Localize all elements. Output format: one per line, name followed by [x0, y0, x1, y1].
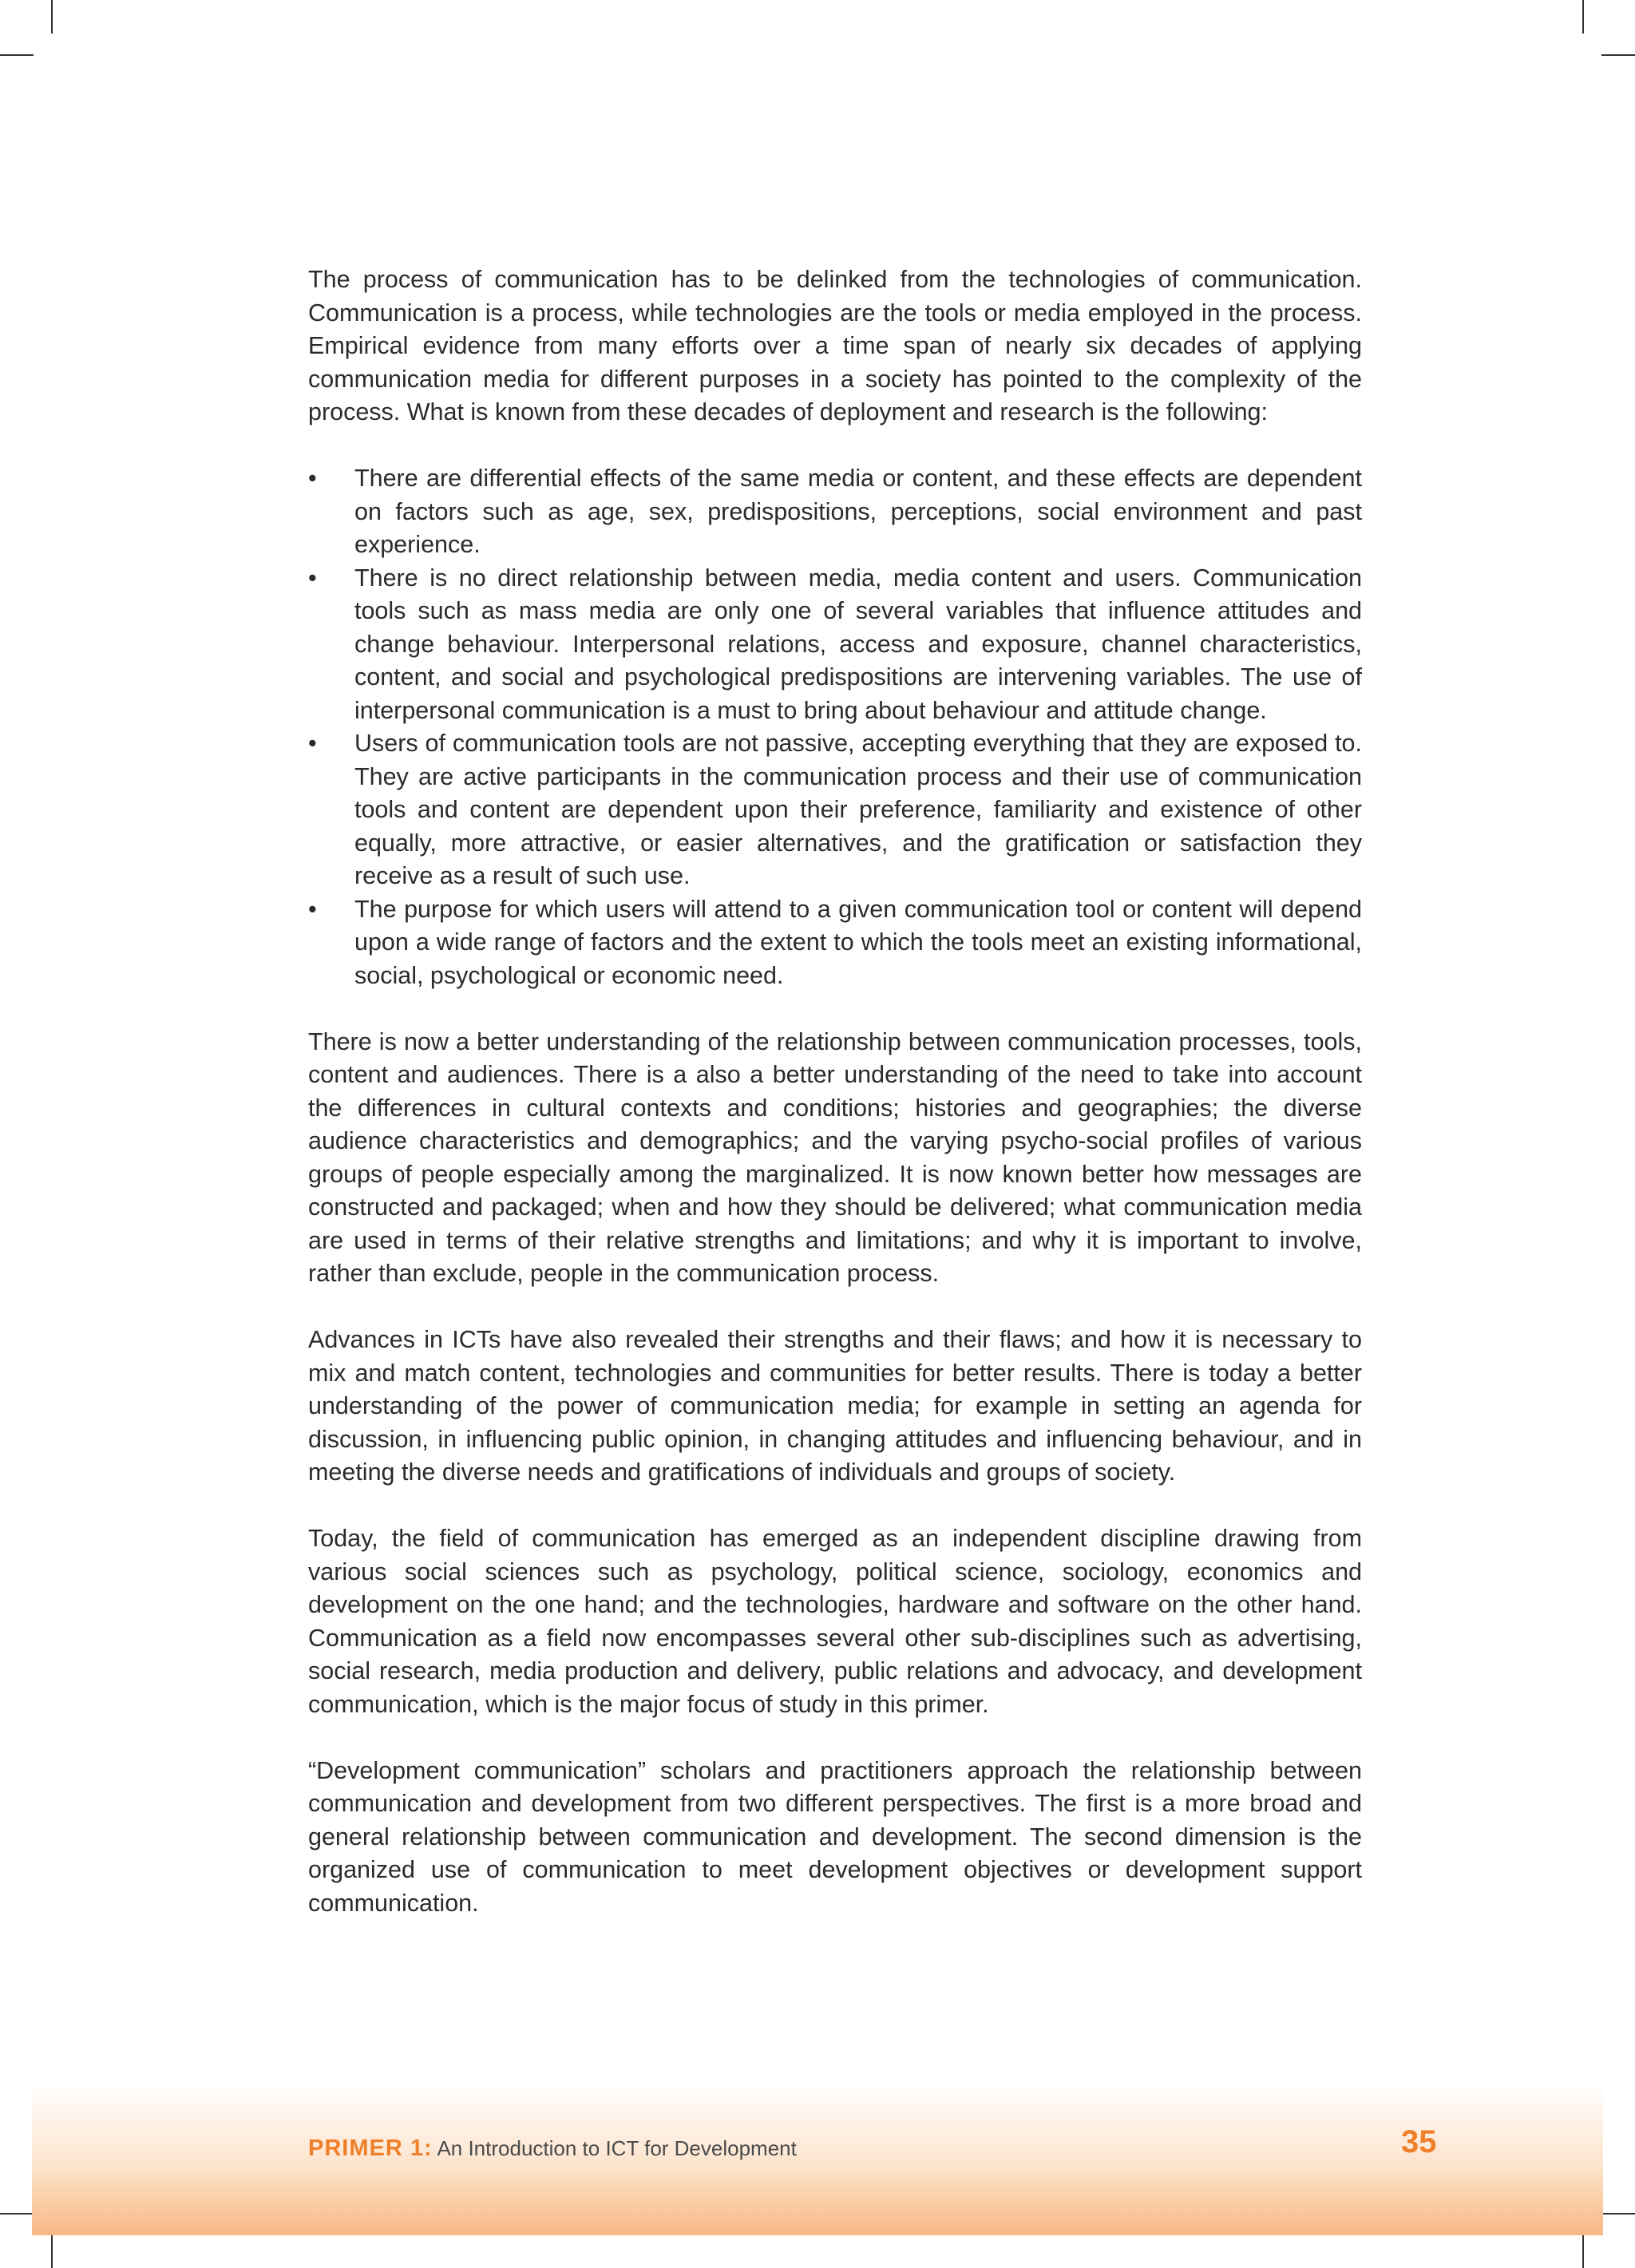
bullet-icon: •: [308, 895, 317, 923]
icts-paragraph: Advances in ICTs have also revealed their strengths and their flaws; and how it is necessary to mix and match content, technologies and communities for better results. There is today a better understanding of the power of communication media; for example in setting an agenda for discussion, in influencing public opinion, in changing attitudes and influencing behaviour, and in meeting the diverse needs and gratifications of individuals and groups of society.: [308, 1326, 1362, 1486]
footer-band: [32, 2084, 1603, 2235]
series-label: PRIMER 1:: [308, 2135, 433, 2161]
bullet-icon: •: [308, 564, 317, 592]
publication-title: An Introduction to ICT for Development: [437, 2136, 797, 2160]
findings-list: [308, 462, 1362, 992]
page-body: [308, 263, 1362, 1953]
crop-mark: [1601, 54, 1635, 56]
crop-mark: [1582, 2235, 1584, 2268]
devcom-paragraph: “Development communication” scholars and practitioners approach the relationship between communication and development from two different perspectives. The first is a more broad and general relationship between communication and development. The second dimension is the organized use of communication to meet development objectives or development support communication.: [308, 1756, 1362, 1917]
crop-mark: [51, 0, 53, 34]
bullet-icon: •: [308, 730, 317, 757]
list-item: [308, 893, 1362, 993]
intro-paragraph: The process of communication has to be delinked from the technologies of communication. Communication is a process, while technologies are the tools or media employed in the process. Empirical evidence from many efforts over a time span of nearly six decades of applying communication media for different purposes in a society has pointed to the complexity of the process. What is known from these decades of deployment and research is the following:: [308, 266, 1362, 425]
bullet-icon: •: [308, 465, 317, 492]
list-item-text: The purpose for which users will attend to a given communication tool or content will depend upon a wide range of factors and the extent to which the tools meet an existing informational, social, psychological or economic need.: [354, 895, 1362, 989]
crop-mark: [1601, 2213, 1635, 2215]
running-footer: [308, 2135, 797, 2162]
list-item-text: Users of communication tools are not passive, accepting everything that they are exposed to. They are active participants in the communication process and their use of communication tools and content are dependent upon their preference, familiarity and existence of other equally, more attractive, or easier alternatives, and the gratification or satisfaction they receive as a result of such use.: [354, 730, 1362, 889]
crop-mark: [0, 54, 34, 56]
list-item: [308, 562, 1362, 728]
page-number: 35: [1401, 2124, 1437, 2159]
crop-mark: [1582, 0, 1584, 34]
list-item: [308, 462, 1362, 562]
crop-mark: [0, 2213, 34, 2215]
field-paragraph: Today, the field of communication has emerged as an independent discipline drawing from various social sciences such as psychology, political science, sociology, economics and development on the one hand; and the technologies, hardware and software on the other hand. Communication as a field now encompasses several other sub-disciplines such as advertising, social research, media production and delivery, public relations and advocacy, and development communication, which is the major focus of study in this primer.: [308, 1525, 1362, 1718]
list-item: [308, 727, 1362, 893]
crop-mark: [51, 2235, 53, 2268]
understanding-paragraph: There is now a better understanding of the relationship between communication processes, tools, content and audiences. There is a also a better understanding of the need to take into account the differences in cultural contexts and conditions; histories and geographies; the diverse audience characteristics and demographics; and the varying psycho-social profiles of various groups of people especially among the marginalized. It is now known better how messages are constructed and packaged; when and how they should be delivered; what communication media are used in terms of their relative strengths and limitations; and why it is important to involve, rather than exclude, people in the communication process.: [308, 1027, 1362, 1287]
list-item-text: There are differential effects of the same media or content, and these effects are dependent on factors such as age, sex, predispositions, perceptions, social environment and past experience.: [354, 465, 1362, 558]
list-item-text: There is no direct relationship between media, media content and users. Communication tools such as mass media are only one of several variables that influence attitudes and change behaviour. Interpersonal relations, access and exposure, channel characteristics, content, and social and psychological predispositions are intervening variables. The use of interpersonal communication is a must to bring about behaviour and attitude change.: [354, 564, 1362, 724]
